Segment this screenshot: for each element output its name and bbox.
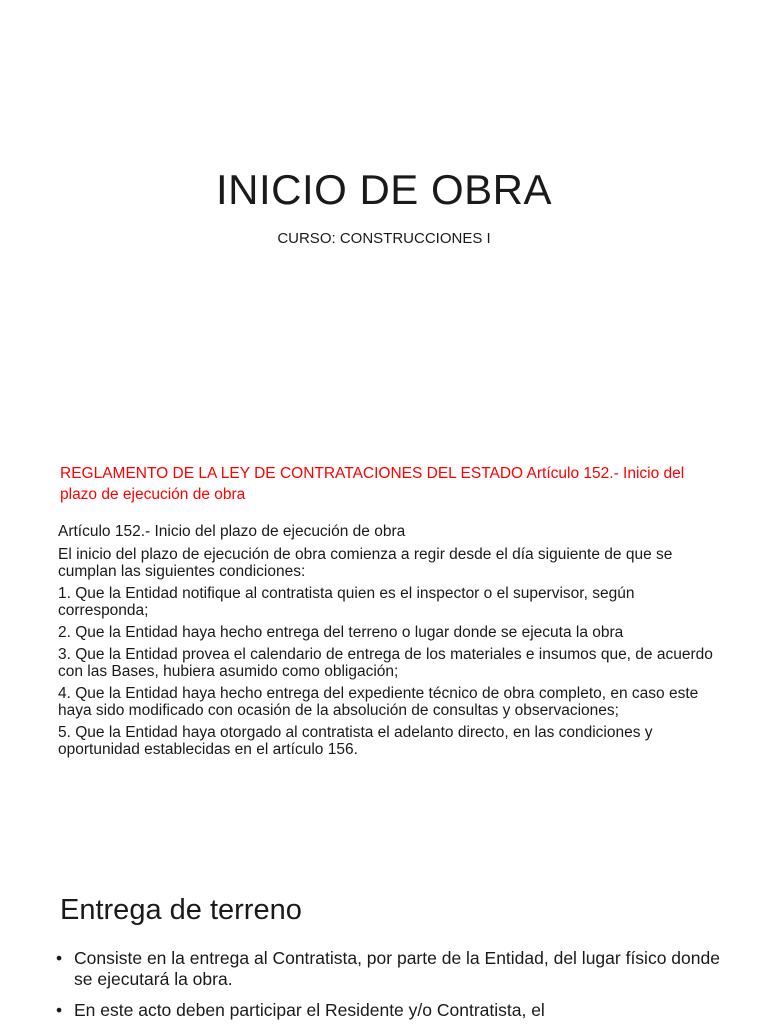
slide-title: INICIO DE OBRA [215,166,553,213]
land-delivery-slide [0,864,768,1024]
slide-subtitle: CURSO: CONSTRUCCIONES I [277,230,491,247]
article-paragraph: 5. Que la Entidad haya otorgado al contratista el adelanto directo, en las condiciones y oportunidad establecidas en el artículo 156. [58,724,653,758]
bullet-icon: • [56,1000,63,1020]
article-paragraph: 1. Que la Entidad notifique al contratista quien es el inspector o el supervisor, según corresponda; [58,585,635,619]
list-item [56,948,736,990]
article-body [58,523,726,763]
regulation-heading: REGLAMENTO DE LA LEY DE CONTRATACIONES DEL ESTADO Artículo 152.- Inicio del plazo de ejecución de obra [60,465,685,503]
article-paragraph: El inicio del plazo de ejecución de obra comienza a regir desde el día siguiente de que se cumplan las siguientes condiciones: [58,546,673,580]
list-item-text: En este acto deben participar el Residente y/o Contratista, el [74,1000,545,1020]
title-slide [0,0,768,432]
list-item [56,1000,736,1021]
bullet-list [56,948,736,1024]
list-item-text: Consiste en la entrega al Contratista, por parte de la Entidad, del lugar físico donde se ejecutará la obra. [74,948,720,989]
bullet-icon: • [56,948,63,968]
article-paragraph: Artículo 152.- Inicio del plazo de ejecución de obra [58,523,406,540]
section-title: Entrega de terreno [60,894,302,926]
article-paragraph: 4. Que la Entidad haya hecho entrega del expediente técnico de obra completo, en caso este haya sido modificado con ocasión de la absolución de consultas y observaciones; [58,685,699,719]
regulation-slide [0,432,768,864]
article-paragraph: 3. Que la Entidad provea el calendario de entrega de los materiales e insumos que, de acuerdo con las Bases, hubiera asumido como obligación; [58,646,713,680]
article-paragraph: 2. Que la Entidad haya hecho entrega del terreno o lugar donde se ejecuta la obra [58,624,624,641]
